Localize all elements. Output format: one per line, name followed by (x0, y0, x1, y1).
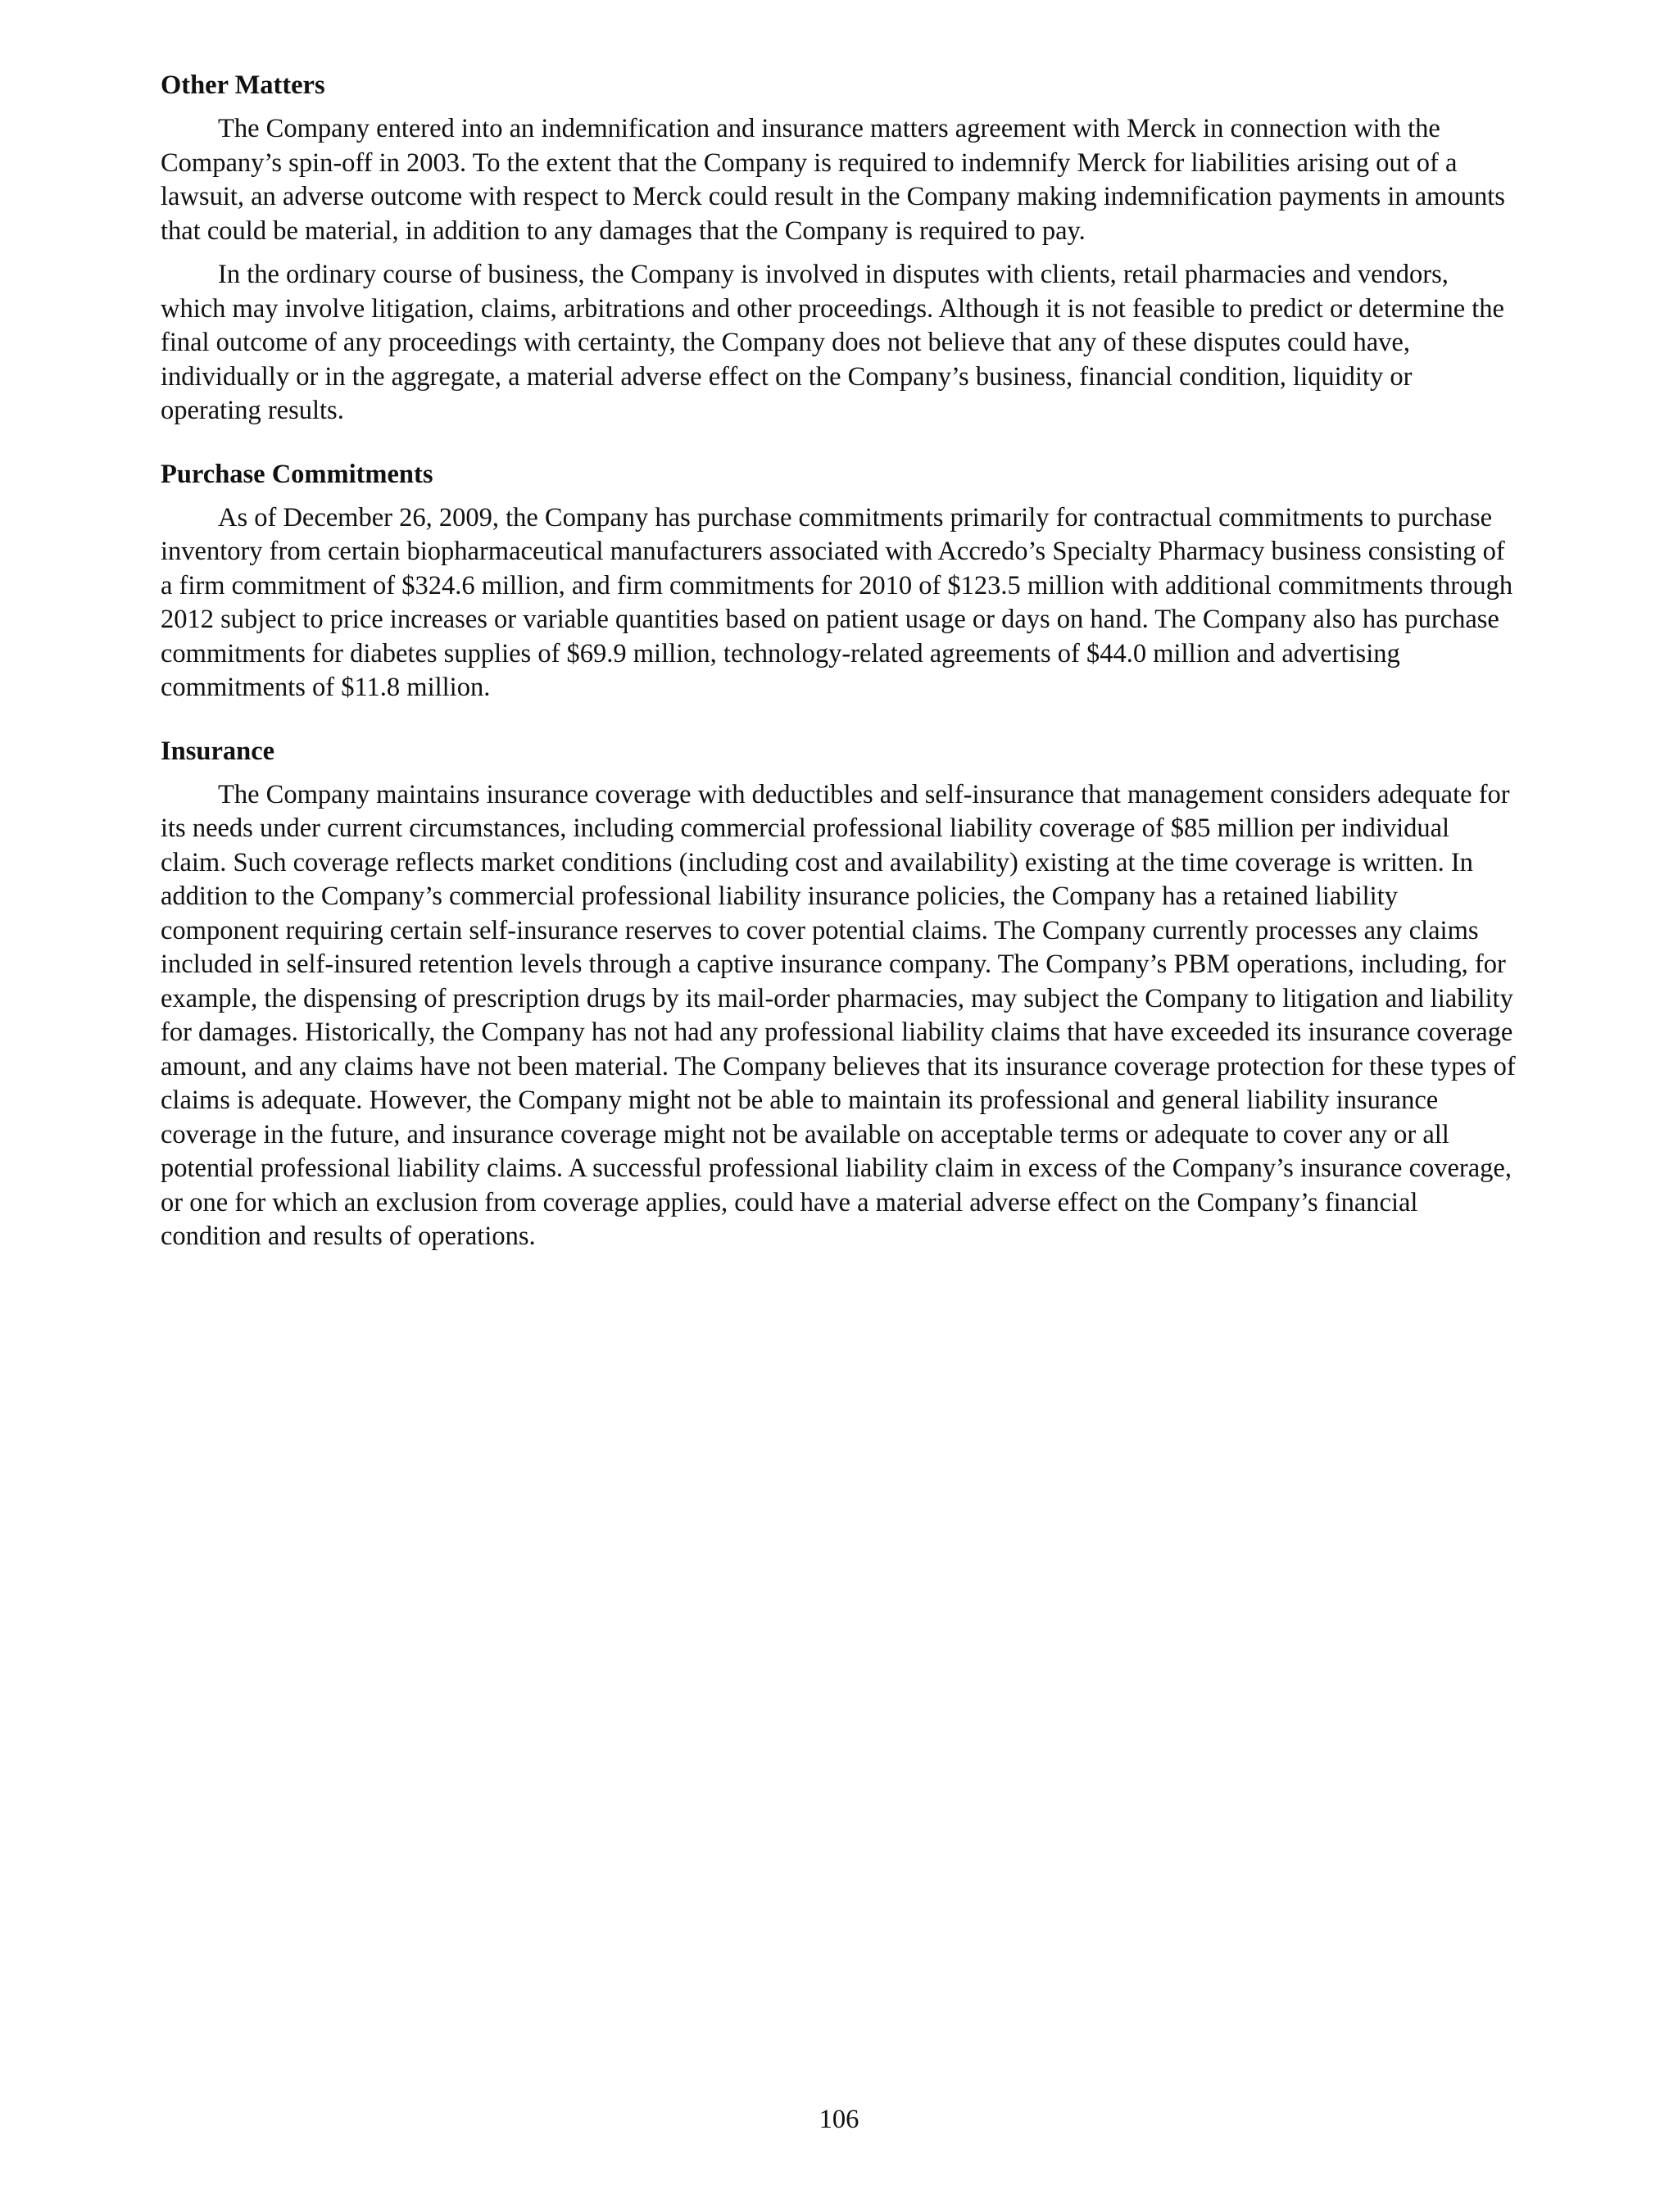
paragraph: The Company maintains insurance coverage with deductibles and self-insurance that management considers adequate for its needs under current circumstances, including commercial professional liability coverage of $85 million per individual claim. Such coverage reflects market conditions (including cost and availability) existing at the time coverage is written. In addition to the Company’s commercial professional liability insurance policies, the Company has a retained liability component requiring certain self-insurance reserves to cover potential claims. The Company currently processes any claims included in self-insured retention levels through a captive insurance company. The Company’s PBM operations, including, for example, the dispensing of prescription drugs by its mail-order pharmacies, may subject the Company to litigation and liability for damages. Historically, the Company has not had any professional liability claims that have exceeded its insurance coverage amount, and any claims have not been material. The Company believes that its insurance coverage protection for these types of claims is adequate. However, the Company might not be able to maintain its professional and general liability insurance coverage in the future, and insurance coverage might not be available on acceptable terms or adequate to cover any or all potential professional liability claims. A successful professional liability claim in excess of the Company’s insurance coverage, or one for which an exclusion from coverage applies, could have a material adverse effect on the Company’s financial condition and results of operations. (161, 779, 1516, 1251)
paragraph: The Company entered into an indemnification and insurance matters agreement with Merck in connection with the Company’s spin-off in 2003. To the extent that the Company is required to indemnify Merck for liabilities arising out of a lawsuit, an adverse outcome with respect to Merck could result in the Company making indemnification payments in amounts that could be material, in addition to any damages that the Company is required to pay. (161, 114, 1505, 246)
section-heading: Insurance (161, 736, 275, 766)
section-insurance (161, 735, 1517, 1254)
section-heading: Other Matters (161, 70, 325, 100)
section-purchase-commitments (161, 458, 1517, 705)
paragraph: As of December 26, 2009, the Company has purchase commitments primarily for contractual commitments to purchase inventory from certain biopharmaceutical manufacturers associated with Accredo’s Specialty Pharmacy business consisting of a firm commitment of $324.6 million, and firm commitments for 2010 of $123.5 million with additional commitments through 2012 subject to price increases or variable quantities based on patient usage or days on hand. The Company also has purchase commitments for diabetes supplies of $69.9 million, technology-related agreements of $44.0 million and advertising commitments of $11.8 million. (161, 502, 1513, 702)
section-heading: Purchase Commitments (161, 459, 433, 489)
paragraph: In the ordinary course of business, the Company is involved in disputes with clients, retail pharmacies and vendors, which may involve litigation, claims, arbitrations and other proceedings. Although it is not feasible to predict or determine the final outcome of any proceedings with certainty, the Company does not believe that any of these disputes could have, individually or in the aggregate, a material adverse effect on the Company’s business, financial condition, liquidity or operating results. (161, 260, 1504, 425)
page-number: 106 (819, 2105, 859, 2134)
document-body (161, 69, 1517, 1264)
section-other-matters (161, 69, 1517, 428)
